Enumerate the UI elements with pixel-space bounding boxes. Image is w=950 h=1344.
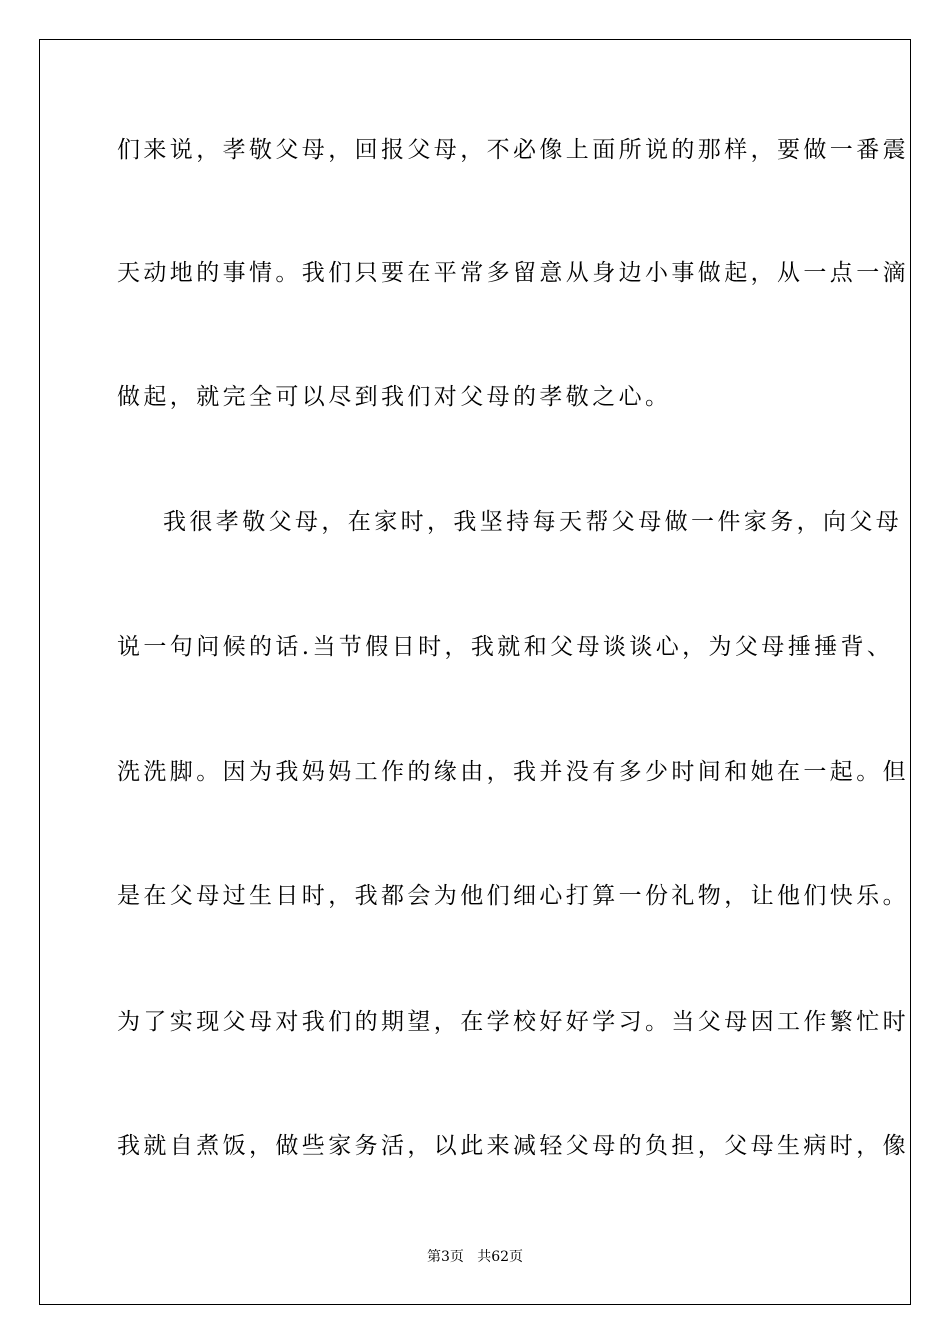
text-line: 为了实现父母对我们的期望，在学校好好学习。当父母因工作繁忙时	[117, 1009, 909, 1035]
text-line: 我很孝敬父母，在家时，我坚持每天帮父母做一件家务，向父母	[163, 509, 903, 535]
text-line: 天动地的事情。我们只要在平常多留意从身边小事做起，从一点一滴	[117, 260, 909, 286]
page-frame	[39, 39, 911, 1305]
text-line: 我就自煮饭，做些家务活，以此来减轻父母的负担，父母生病时，像	[117, 1133, 909, 1159]
page-number-footer: 第3页 共62页	[426, 1249, 524, 1265]
text-line: 们来说，孝敬父母，回报父母，不必像上面所说的那样，要做一番震	[117, 137, 909, 163]
text-line: 洗洗脚。因为我妈妈工作的缘由，我并没有多少时间和她在一起。但	[117, 759, 909, 785]
text-line: 说一句问候的话.当节假日时，我就和父母谈谈心，为父母捶捶背、	[117, 634, 894, 660]
text-line: 是在父母过生日时，我都会为他们细心打算一份礼物，让他们快乐。	[117, 883, 909, 909]
text-line: 做起，就完全可以尽到我们对父母的孝敬之心。	[117, 384, 672, 410]
